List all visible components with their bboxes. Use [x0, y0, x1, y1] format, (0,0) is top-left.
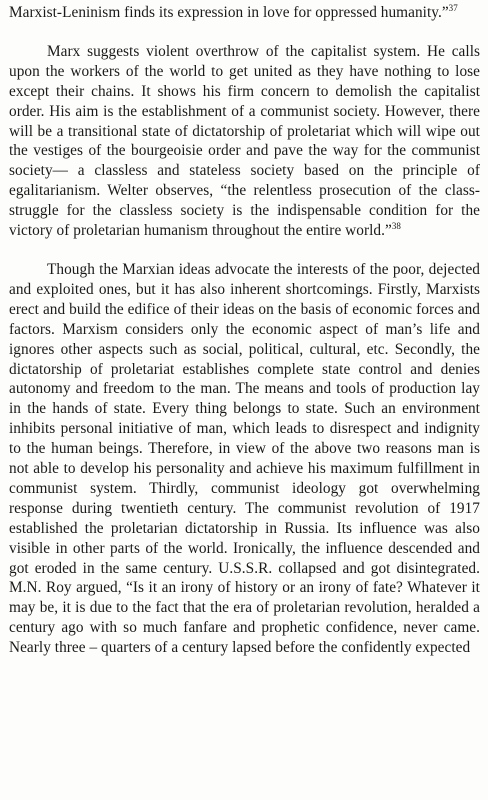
- footnote-ref-38: 38: [391, 221, 401, 232]
- paragraph-3-text: Though the Marxian ideas advocate the interests of the poor, dejected and exploited ones, but it has also inherent shortcomings. Firstly, Marxists erect and build the edifice of their ideas on the basis of economic forces and factors. Marxism considers only the economic aspect of man’s life and ignores other aspects such as social, political, cultural, etc. Secondly, the dictatorship of proletariat establishes complete state control and denies autonomy and freedom to the man. The means and tools of production lay in the hands of state. Every thing belongs to state. Such an environment inhibits personal initiative of man, which leads to disrespect and indignity to the human beings. Therefore, in view of the above two reasons man is not able to develop his personality and achieve his maximum fulfillment in communist system. Thirdly, communist ideology got overwhelming response during twentieth century. The communist revolution of 1917 established the proletarian dictatorship in Russia. Its influence was also visible in other parts of the world. Ironically, the influence descended and got eroded in the same century. U.S.S.R. collapsed and got disintegrated. M.N. Roy argued, “Is it an irony of history or an irony of fate? Whatever it may be, it is due to the fact that the era of proletarian revolution, heralded a century ago with so much fanfare and prophetic confidence, never came. Nearly three – quarters of a century lapsed before the confidently expected: [9, 260, 480, 657]
- paragraph-1: [9, 3, 480, 23]
- paragraph-2: [9, 42, 480, 241]
- paragraph-3: [9, 260, 480, 658]
- paragraph-1-text: Marxist-Leninism finds its expression in love for oppressed humanity.”: [9, 4, 449, 21]
- paragraph-2-text: Marx suggests violent overthrow of the capitalist system. He calls upon the workers of the world to get united as they have nothing to lose except their chains. It shows his firm concern to demolish the capitalist order. His aim is the establishment of a communist society. However, there will be a transitional state of dictatorship of proletariat which will wipe out the vestiges of the bourgeoisie order and pave the way for the communist society— a classless and stateless society based on the principle of egalitarianism. Welter observes, “the relentless prosecution of the class-struggle for the classless society is the indispensable condition for the victory of proletarian humanism throughout the entire world.”: [9, 42, 480, 240]
- footnote-ref-37: 37: [448, 3, 458, 13]
